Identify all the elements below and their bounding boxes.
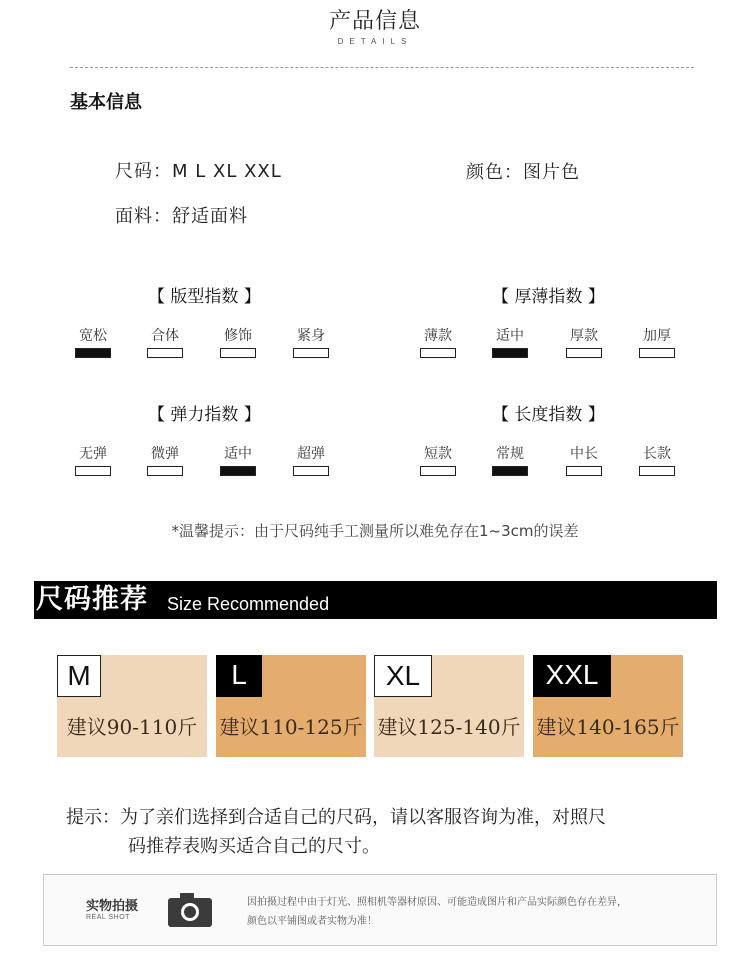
size-tag: XXL xyxy=(533,655,611,697)
camera-icon xyxy=(168,893,212,927)
page-subtitle: DETAILS xyxy=(337,37,413,46)
weight-recommendation: 建议140-165斤 xyxy=(536,715,680,739)
stretch-option-label: 适中 xyxy=(224,446,252,462)
fit-option-label: 宽松 xyxy=(79,328,107,344)
stretch-option-indicator xyxy=(75,466,111,476)
fit-option-label: 合体 xyxy=(151,328,179,344)
thickness-option-label: 厚款 xyxy=(570,328,598,344)
stretch-option-label: 超弹 xyxy=(297,446,325,462)
size-card-xl xyxy=(374,655,524,757)
tip-line-2: 码推荐表购买适合自己的尺寸。 xyxy=(128,836,380,857)
tip-line-1: 提示：为了亲们选择到合适自己的尺码，请以客服咨询为准，对照尺 xyxy=(66,807,606,828)
size-tag: XL xyxy=(374,655,432,697)
length-option-label: 短款 xyxy=(424,446,452,462)
thickness-option-label: 适中 xyxy=(496,328,524,344)
stretch-option-label: 微弹 xyxy=(151,446,179,462)
banner-title-en: Size Recommended xyxy=(167,594,330,614)
fit-index-title: 【 版型指数 】 xyxy=(148,287,261,307)
length-option-indicator xyxy=(492,466,528,476)
real-shot-label-en: REAL SHOT xyxy=(86,914,130,921)
thickness-option-label: 薄款 xyxy=(424,328,452,344)
page-title: 产品信息 xyxy=(328,9,421,34)
length-option-indicator xyxy=(566,466,602,476)
fit-option-indicator xyxy=(75,348,111,358)
fit-option-label: 修饰 xyxy=(224,328,252,344)
banner-title-cn: 尺码推荐 xyxy=(36,584,148,615)
size-tag: M xyxy=(57,655,101,697)
real-shot-footer xyxy=(43,874,717,946)
stretch-option-indicator xyxy=(147,466,183,476)
size-tag: L xyxy=(216,655,262,697)
size-card-l xyxy=(216,655,366,757)
fit-option-label: 紧身 xyxy=(297,328,325,344)
thickness-index-title: 【 厚薄指数 】 xyxy=(492,287,605,307)
fit-option-indicator xyxy=(293,348,329,358)
thickness-option-indicator xyxy=(566,348,602,358)
color-info: 颜色：图片色 xyxy=(466,162,580,183)
thickness-option-indicator xyxy=(492,348,528,358)
weight-recommendation: 建议90-110斤 xyxy=(66,715,198,739)
stretch-option-indicator xyxy=(293,466,329,476)
thickness-option-indicator xyxy=(639,348,675,358)
length-option-label: 中长 xyxy=(570,446,598,462)
length-option-label: 常规 xyxy=(496,446,524,462)
dashed-divider xyxy=(70,67,694,68)
size-card-m xyxy=(57,655,207,757)
stretch-index-title: 【 弹力指数 】 xyxy=(148,405,261,425)
stretch-option-label: 无弹 xyxy=(79,446,107,462)
weight-recommendation: 建议125-140斤 xyxy=(377,715,521,739)
length-index-title: 【 长度指数 】 xyxy=(492,405,605,425)
length-option-label: 长款 xyxy=(643,446,671,462)
fabric-info: 面料：舒适面料 xyxy=(115,206,248,227)
size-info: 尺码：M L XL XXL xyxy=(115,161,282,182)
weight-recommendation: 建议110-125斤 xyxy=(219,715,363,739)
fit-option-indicator xyxy=(220,348,256,358)
basic-info-heading: 基本信息 xyxy=(70,92,142,113)
thickness-option-label: 加厚 xyxy=(643,328,671,344)
disclaimer-line-1: 因拍摄过程中由于灯光、照相机等器材原因、可能造成图片和产品实际颜色存在差异， xyxy=(247,897,627,908)
length-option-indicator xyxy=(420,466,456,476)
stretch-option-indicator xyxy=(220,466,256,476)
thickness-option-indicator xyxy=(420,348,456,358)
measurement-note: *温馨提示：由于尺码纯手工测量所以难免存在1~3cm的误差 xyxy=(171,522,579,540)
real-shot-label: 实物拍摄 xyxy=(86,899,139,914)
disclaimer-line-2: 颜色以平铺图或者实物为准！ xyxy=(247,916,377,927)
length-option-indicator xyxy=(639,466,675,476)
fit-option-indicator xyxy=(147,348,183,358)
size-card-xxl xyxy=(533,655,683,757)
